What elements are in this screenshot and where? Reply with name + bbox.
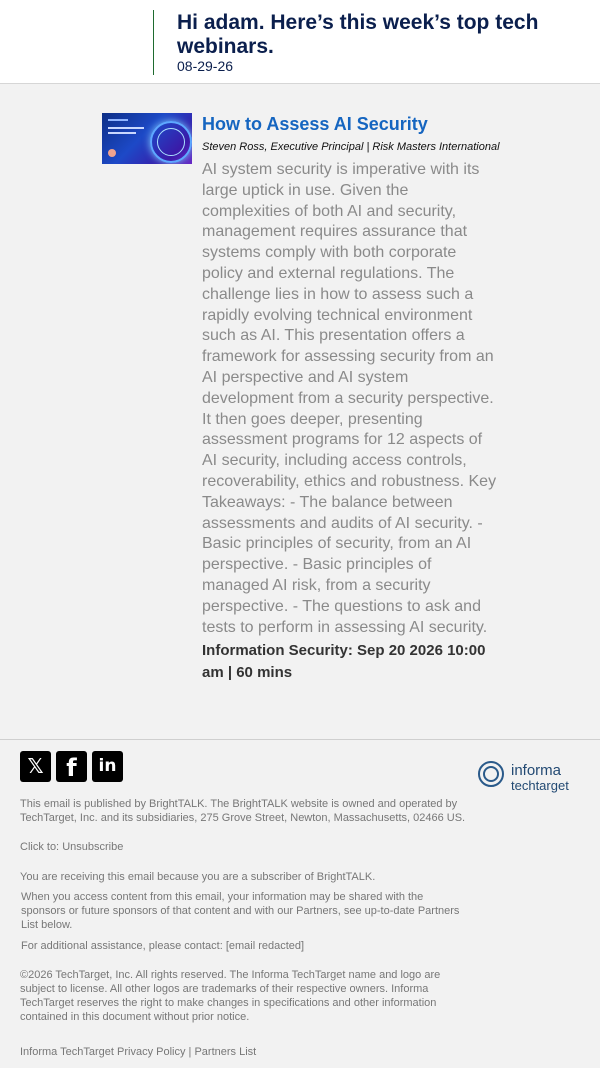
click-to-label: Click to: — [20, 841, 63, 853]
footer-links — [20, 1045, 470, 1059]
email-footer — [0, 739, 600, 1068]
subscriber-notice: You are receiving this email because you are a subscriber of BrightTALK. — [20, 871, 376, 883]
privacy-policy-link[interactable]: Informa TechTarget Privacy Policy — [20, 1046, 186, 1058]
logo-text-informa: informa — [511, 762, 562, 779]
webinar-meta: Information Security: Sep 20 2026 10:00 am | 60 mins — [202, 642, 486, 682]
publisher-notice: This email is published by BrightTALK. The BrightTALK website is owned and operated by TechTarget, Inc. and its subsidiaries, 275 Grove Street, Newton, Massachusetts, 02466 US. — [20, 798, 466, 824]
header-divider — [153, 10, 154, 75]
linkedin-icon[interactable]: in — [92, 751, 123, 782]
thumbnail-logo-bar — [108, 119, 128, 121]
copyright-notice: ©2026 TechTarget, Inc. All rights reserved. The Informa TechTarget name and logo are subject to license. All other logos are trademarks of their respective owners. Informa TechTarget reserves the right to make changes in specifications and other information contained in this document without prior notice. — [20, 969, 441, 1023]
logo-ring-inner — [483, 766, 499, 782]
webinar-content — [202, 113, 500, 684]
x-twitter-icon[interactable]: 𝕏 — [20, 751, 51, 782]
partners-list-link[interactable]: Partners List — [194, 1046, 257, 1058]
thumbnail-text-line — [108, 132, 136, 134]
webinar-presenter: Steven Ross, Executive Principal | Risk Masters International — [202, 141, 500, 153]
facebook-icon[interactable]: f — [56, 751, 87, 782]
unsubscribe-link[interactable]: Unsubscribe — [62, 841, 124, 853]
sharing-notice: When you access content from this email, your information may be shared with the sponsors or future sponsors of that content and with our Partners, see up-to-date Partners List below. — [21, 891, 460, 931]
header-title: Hi adam. Here’s this week’s top tech webinars. — [177, 11, 539, 58]
header-date: 08-29-26 — [177, 58, 234, 74]
link-separator: | — [185, 1046, 195, 1058]
thumbnail-orb-inner — [157, 128, 185, 156]
webinar-thumbnail[interactable] — [102, 113, 192, 164]
unsubscribe-line — [20, 840, 470, 854]
informa-techtarget-logo — [478, 761, 578, 801]
webinar-title-link[interactable]: How to Assess AI Security — [202, 114, 428, 134]
email-header — [0, 0, 600, 84]
assistance-notice: For additional assistance, please contact: [email redacted] — [21, 940, 305, 952]
thumbnail-avatar — [108, 149, 116, 157]
logo-text-techtarget: techtarget — [511, 778, 569, 793]
thumbnail-text-line — [108, 127, 144, 129]
webinar-description: AI system security is imperative with its large uptick in use. Given the complexities of both AI and security, management requires assurance that systems comply with both corporate policy and external regulations. The challenge lies in how to assess such a rapidly evolving technical environment such as AI. This presentation offers a framework for assessing security from an AI perspective and AI system development from a security perspective. It then goes deeper, presenting assessment programs for 12 aspects of AI security, including access controls, recoverability, ethics and robustness. Key Takeaways: - The balance between assessments and audits of AI security. - Basic principles of security, from an AI perspective. - Basic principles of managed AI risk, from a security perspective. - The questions to ask and tests to perform in assessing AI security. — [202, 161, 497, 636]
